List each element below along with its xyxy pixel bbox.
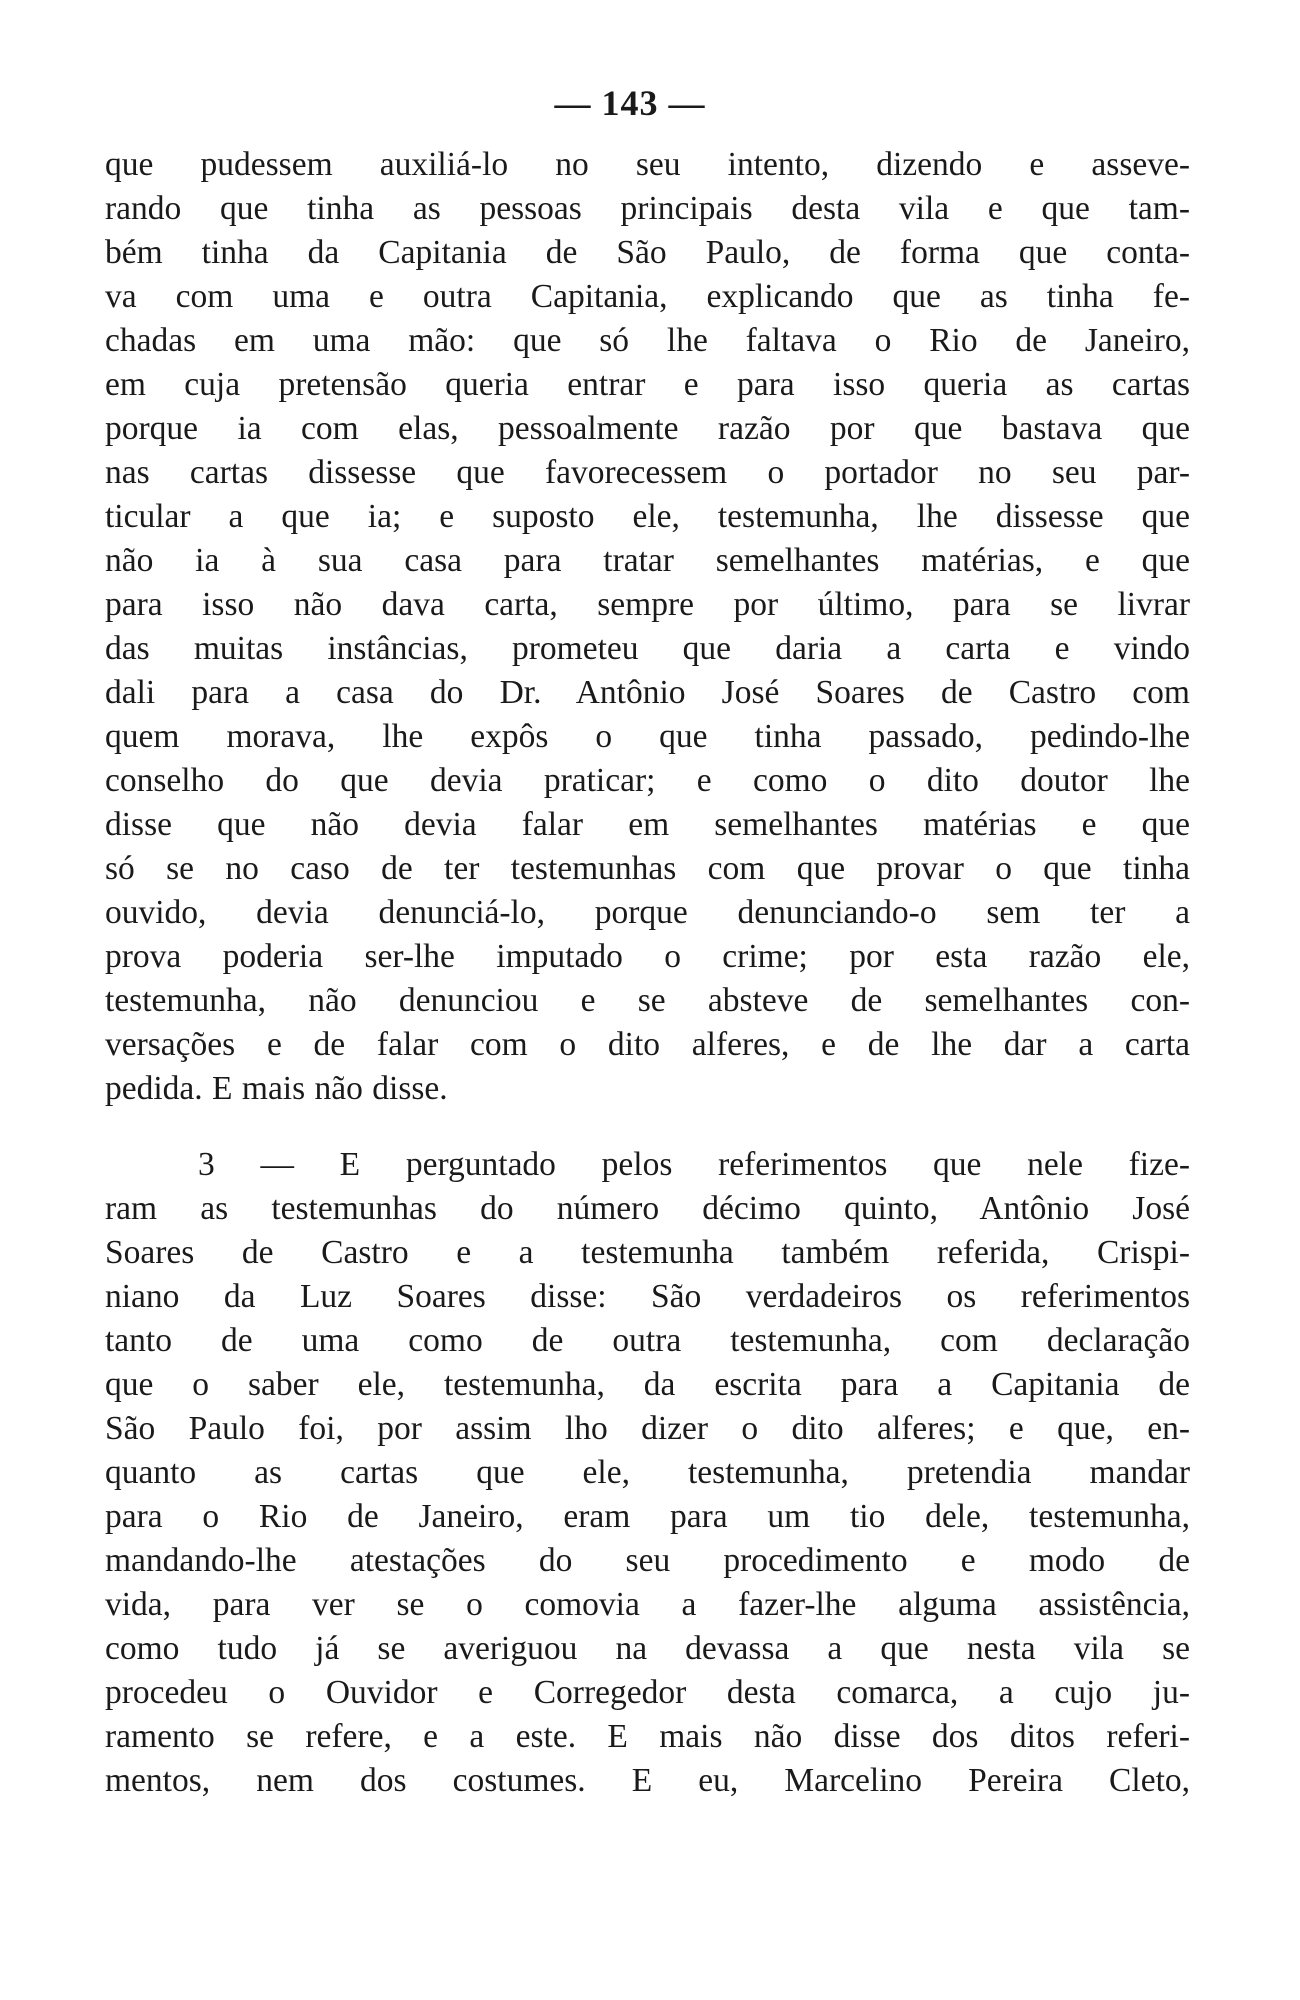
text-line: prova poderia ser-lhe imputado o crime; por esta razão ele,	[105, 938, 1190, 975]
text-line: testemunha, não denunciou e se absteve de semelhantes con-	[105, 982, 1190, 1019]
text-line: ouvido, devia denunciá-lo, porque denunciando-o sem ter a	[105, 894, 1190, 931]
text-line: ramento se refere, e a este. E mais não disse dos ditos referi-	[105, 1718, 1190, 1755]
text-line: pedida. E mais não disse.	[105, 1070, 448, 1107]
text-line: bém tinha da Capitania de São Paulo, de forma que conta-	[105, 234, 1190, 271]
text-line: Soares de Castro e a testemunha também referida, Crispi-	[105, 1234, 1190, 1271]
text-line: nas cartas dissesse que favorecessem o portador no seu par-	[105, 454, 1190, 491]
text-line: chadas em uma mão: que só lhe faltava o Rio de Janeiro,	[105, 322, 1190, 359]
text-line: não ia à sua casa para tratar semelhantes matérias, e que	[105, 542, 1190, 579]
text-line: dali para a casa do Dr. Antônio José Soares de Castro com	[105, 674, 1190, 711]
text-line: niano da Luz Soares disse: São verdadeiros os referimentos	[105, 1278, 1190, 1315]
text-line: São Paulo foi, por assim lho dizer o dito alferes; e que, en-	[105, 1410, 1190, 1447]
text-line: só se no caso de ter testemunhas com que provar o que tinha	[105, 850, 1190, 887]
text-line: para o Rio de Janeiro, eram para um tio dele, testemunha,	[105, 1498, 1190, 1535]
text-line: mentos, nem dos costumes. E eu, Marcelino Pereira Cleto,	[105, 1762, 1190, 1799]
text-line: va com uma e outra Capitania, explicando que as tinha fe-	[105, 278, 1190, 315]
page-number: — 143 —	[554, 83, 706, 123]
text-line: mandando-lhe atestações do seu procedimento e modo de	[105, 1542, 1190, 1579]
text-line: conselho do que devia praticar; e como o dito doutor lhe	[105, 762, 1190, 799]
text-line: quanto as cartas que ele, testemunha, pretendia mandar	[105, 1454, 1190, 1491]
text-line: disse que não devia falar em semelhantes matérias e que	[105, 806, 1190, 843]
text-line: tanto de uma como de outra testemunha, com declaração	[105, 1322, 1190, 1359]
text-line: em cuja pretensão queria entrar e para isso queria as cartas	[105, 366, 1190, 403]
text-line: como tudo já se averiguou na devassa a que nesta vila se	[105, 1630, 1190, 1667]
text-line: que pudessem auxiliá-lo no seu intento, dizendo e asseve-	[105, 146, 1190, 183]
text-line: versações e de falar com o dito alferes, e de lhe dar a carta	[105, 1026, 1190, 1063]
text-line: rando que tinha as pessoas principais desta vila e que tam-	[105, 190, 1190, 227]
text-line: quem morava, lhe expôs o que tinha passado, pedindo-lhe	[105, 718, 1190, 755]
text-line: das muitas instâncias, prometeu que daria a carta e vindo	[105, 630, 1190, 667]
text-line: ticular a que ia; e suposto ele, testemunha, lhe dissesse que	[105, 498, 1190, 535]
text-line: para isso não dava carta, sempre por último, para se livrar	[105, 586, 1190, 623]
text-line: ram as testemunhas do número décimo quinto, Antônio José	[105, 1190, 1190, 1227]
text-line: porque ia com elas, pessoalmente razão por que bastava que	[105, 410, 1190, 447]
text-line: procedeu o Ouvidor e Corregedor desta comarca, a cujo ju-	[105, 1674, 1190, 1711]
text-line: que o saber ele, testemunha, da escrita para a Capitania de	[105, 1366, 1190, 1403]
text-line: vida, para ver se o comovia a fazer-lhe alguma assistência,	[105, 1586, 1190, 1623]
text-line: 3 — E perguntado pelos referimentos que nele fize-	[198, 1146, 1190, 1183]
